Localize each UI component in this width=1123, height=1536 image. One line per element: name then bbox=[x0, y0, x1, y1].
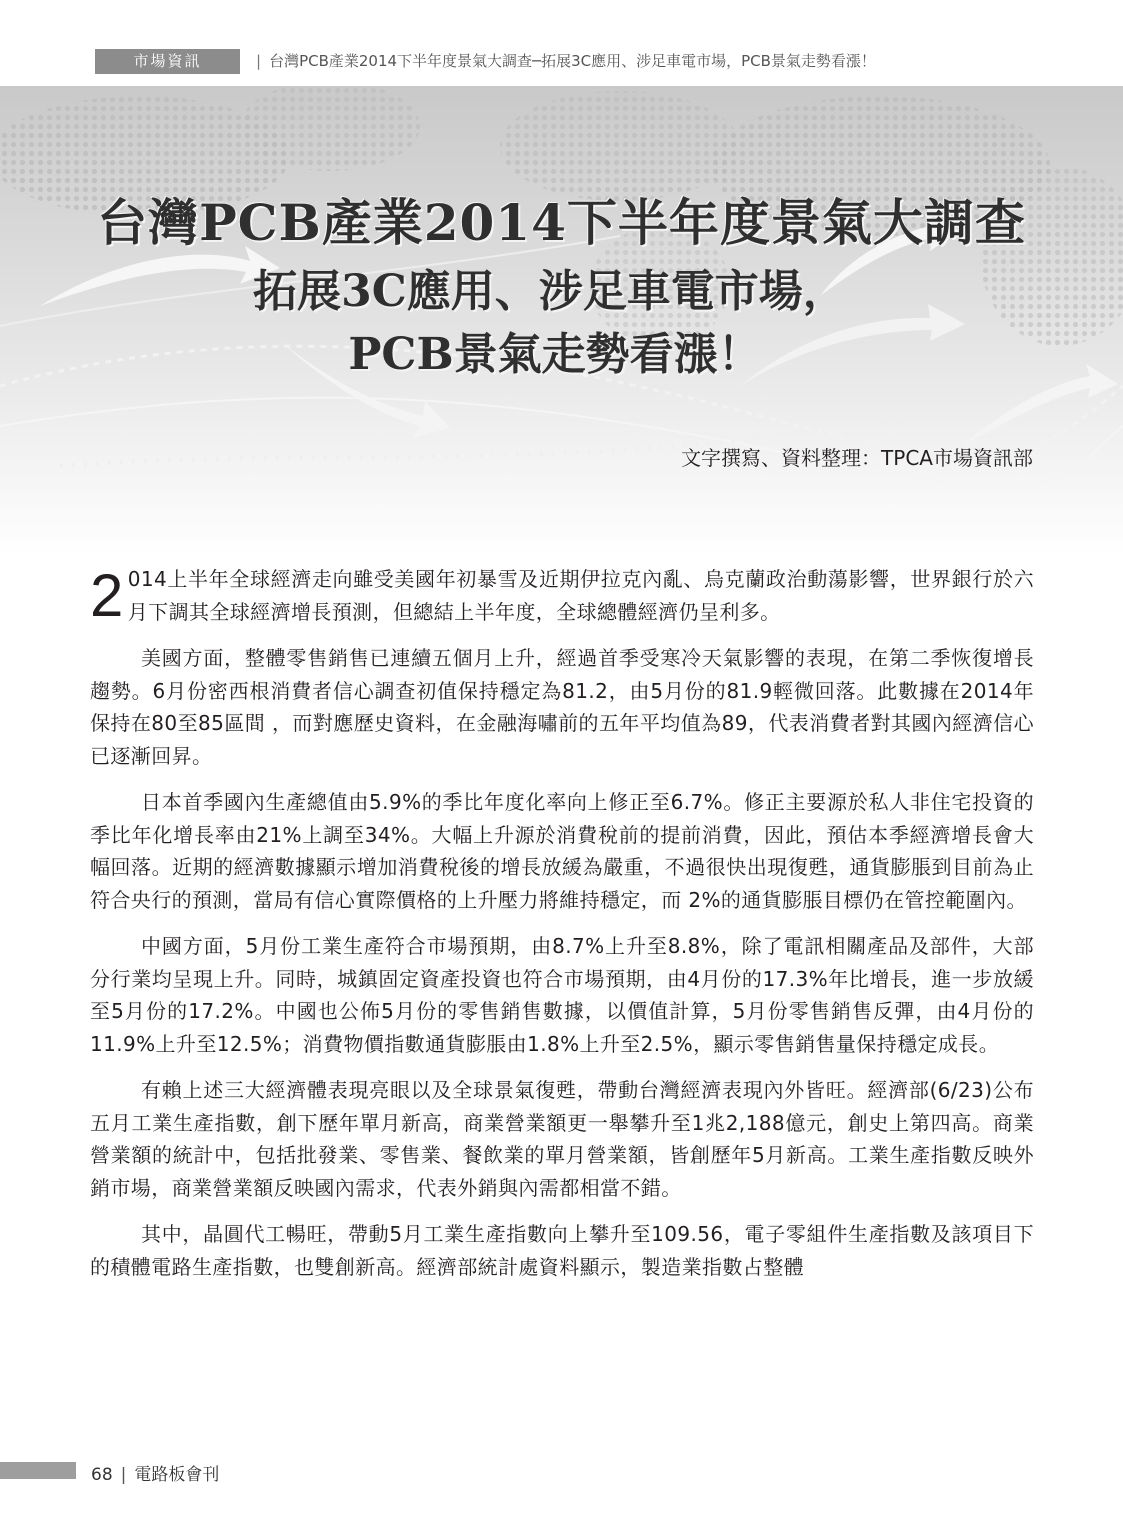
article-body bbox=[90, 563, 1034, 1297]
paragraph-5: 有賴上述三大經濟體表現亮眼以及全球景氣復甦，帶動台灣經濟表現內外皆旺。經濟部(6/23)公布五月工業生產指數，創下歷年單月新高，商業營業額更一舉攀升至1兆2,188億元，創史上第四高。商業營業額的統計中，包括批發業、零售業、餐飲業的單月營業額，皆創歷年5月新高。工業生產指數反映外銷市場，商業營業額反映國內需求，代表外銷與內需都相當不錯。 bbox=[90, 1078, 1034, 1200]
paragraph-4: 中國方面，5月份工業生產符合市場預期，由8.7%上升至8.8%，除了電訊相關產品及部件，大部分行業均呈現上升。同時，城鎮固定資產投資也符合市場預期，由4月份的17.3%年比增長，進一步放緩至5月份的17.2%。中國也公佈5月份的零售銷售數據，以價值計算，5月份零售銷售反彈，由4月份的11.9%上升至12.5%；消費物價指數通貨膨脹由1.8%上升至2.5%，顯示零售銷售量保持穩定成長。 bbox=[90, 934, 1034, 1056]
page-number: 68 bbox=[91, 1465, 113, 1485]
running-header bbox=[256, 49, 876, 74]
byline: 文字撰寫、資料整理：TPCA市場資訊部 bbox=[681, 446, 1033, 470]
section-tag: 市場資訊 bbox=[95, 49, 240, 74]
publication-name: 電路板會刊 bbox=[134, 1465, 220, 1485]
running-title: 台灣PCB產業2014下半年度景氣大調查─拓展3C應用、涉足車電市場，PCB景氣走勢看漲！ bbox=[269, 52, 876, 70]
footer-bar bbox=[0, 1462, 76, 1479]
article-title-line-2: 拓展3C應用、涉足車電市場， bbox=[253, 266, 847, 317]
paragraph-1-text: 014上半年全球經濟走向雖受美國年初暴雪及近期伊拉克內亂、烏克蘭政治動蕩影響，世界銀行於六月下調其全球經濟增長預測，但總結上半年度，全球總體經濟仍呈利多。 bbox=[127, 567, 1034, 624]
title-banner bbox=[0, 86, 1123, 556]
page-footer bbox=[91, 1460, 219, 1485]
paragraph-3: 日本首季國內生產總值由5.9%的季比年度化率向上修正至6.7%。修正主要源於私人非住宅投資的季比年化增長率由21%上調至34%。大幅上升源於消費稅前的提前消費，因此，預估本季經濟增長會大幅回落。近期的經濟數據顯示增加消費稅後的增長放緩為嚴重，不過很快出現復甦，通貨膨脹到目前為止符合央行的預測，當局有信心實際價格的上升壓力將維持穩定，而 2%的通貨膨脹目標仍在管控範圍內。 bbox=[90, 790, 1034, 912]
paragraph-1 bbox=[90, 563, 1034, 628]
footer-separator: | bbox=[120, 1465, 127, 1485]
article-title-line-3: PCB景氣走勢看漲！ bbox=[348, 329, 762, 380]
paragraph-2: 美國方面，整體零售銷售已連續五個月上升，經過首季受寒冷天氣影響的表現，在第二季恢復增長趨勢。6月份密西根消費者信心調查初值保持穩定為81.2，由5月份的81.9輕微回落。此數據在2014年保持在80至85區間 ，而對應歷史資料，在金融海嘯前的五年平均值為89，代表消費者對其國內經濟信心已逐漸回昇。 bbox=[90, 646, 1034, 768]
drop-cap: 2 bbox=[90, 562, 124, 629]
paragraph-6: 其中，晶圓代工暢旺，帶動5月工業生產指數向上攀升至109.56，電子零組件生產指數及該項目下的積體電路生產指數，也雙創新高。經濟部統計處資料顯示，製造業指數占整體 bbox=[90, 1222, 1034, 1279]
article-title-line-1: 台灣PCB產業2014下半年度景氣大調查 bbox=[97, 193, 1026, 252]
header-separator: | bbox=[256, 52, 262, 70]
